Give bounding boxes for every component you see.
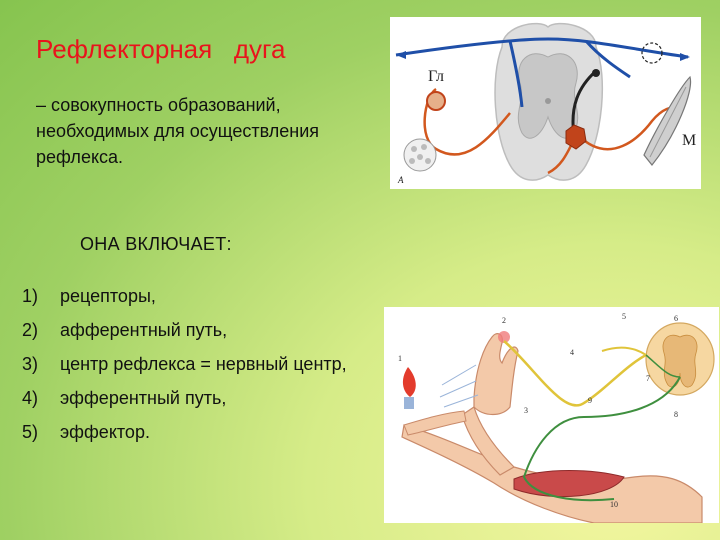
label-7: 7 [646, 374, 650, 383]
includes-heading: ОНА ВКЛЮЧАЕТ: [80, 234, 232, 254]
label-3: 3 [524, 406, 528, 415]
label-9: 9 [588, 396, 592, 405]
afferent-arrow-right [680, 53, 690, 61]
label-10: 10 [610, 500, 618, 509]
label-8: 8 [674, 410, 678, 419]
list-item [22, 420, 372, 444]
list-item-number: 3) [22, 354, 39, 374]
central-canal [545, 98, 551, 104]
list-item-number: 4) [22, 388, 39, 408]
list-item [22, 284, 372, 308]
receptor-cluster [404, 139, 436, 171]
label-2: 2 [502, 316, 506, 325]
list-item-text: центр рефлекса = нервный центр, [60, 354, 347, 374]
label-6: 6 [674, 314, 678, 323]
sensory-nerve-line [504, 341, 646, 405]
list-item [22, 318, 372, 342]
finger-shape [404, 411, 466, 435]
label-muscle: М [682, 132, 697, 149]
list-item-text: рецепторы, [60, 286, 156, 306]
list-item [22, 386, 372, 410]
reflex-arc-illustration [390, 17, 701, 189]
label-5: 5 [622, 312, 626, 321]
component-list [22, 284, 372, 454]
list-item [22, 352, 372, 376]
list-item-text: эфферентный путь, [60, 388, 227, 408]
candle-icon [404, 397, 414, 409]
hand-shape [474, 334, 518, 415]
slide-title: Рефлекторная дуга [36, 34, 286, 64]
spinal-cord-section [646, 323, 714, 395]
label-a: А [398, 175, 404, 185]
sensory-nerve-line-2 [602, 348, 646, 355]
list-item-number: 5) [22, 422, 39, 442]
interneuron-body [592, 69, 600, 77]
label-4: 4 [570, 348, 574, 357]
arm-reflex-diagram [384, 307, 719, 523]
list-item-number: 1) [22, 286, 39, 306]
afferent-arrow-left [396, 51, 406, 59]
gland-shape [427, 92, 445, 110]
label-1: 1 [398, 354, 402, 363]
definition-text: – совокупность образований, необходимых для осуществления рефлекса. [36, 95, 319, 167]
flame-icon [403, 367, 416, 397]
list-item-text: эффектор. [60, 422, 150, 442]
reflex-arc-diagram [390, 17, 701, 189]
arm-reflex-illustration [384, 307, 719, 523]
list-item-number: 2) [22, 320, 39, 340]
list-item-text: афферентный путь, [60, 320, 228, 340]
label-gland: Гл [428, 68, 445, 85]
